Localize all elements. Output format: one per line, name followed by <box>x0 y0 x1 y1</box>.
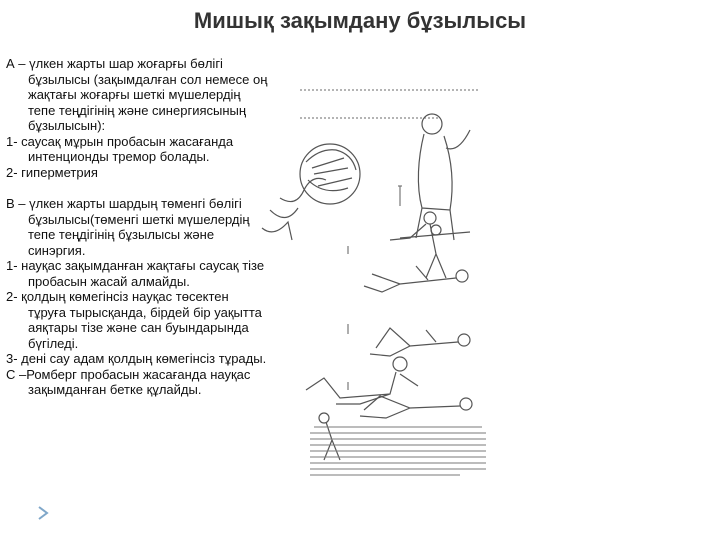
line-b-7: тұруға тырысқанда, бірдей бір уақытта <box>28 304 262 320</box>
figure-caption-texture <box>310 424 486 484</box>
line-b-8: аяқтары тізе және сан буындарында <box>28 320 249 335</box>
section-gap <box>6 180 336 196</box>
slide-title: Мишық зақымдану бұзылысы <box>193 8 527 33</box>
body-text <box>6 56 336 398</box>
section-b <box>6 196 336 398</box>
line-b-6: 2- қолдың көмегінсіз науқас төсектен <box>6 289 229 304</box>
line-a-0: А – үлкен жарты шар жоғарғы бөлігі <box>6 56 223 71</box>
line-b-11: С –Ромберг пробасын жасағанда науқас <box>6 366 251 382</box>
line-b-4: 1- науқас зақымданған жақтағы саусақ тізе <box>6 258 265 273</box>
line-b-10: 3- дені сау адам қолдың көмегінсіз тұрады. <box>6 351 267 366</box>
line-b-0: В – үлкен жарты шардың төменгі бөлігі <box>6 196 242 211</box>
line-b-9: бүгіледі. <box>28 335 79 351</box>
line-a-3: тепе теңдігінің және синергиясының <box>28 102 247 118</box>
line-b-12: зақымданған бетке құлайды. <box>28 382 202 397</box>
line-b-2: тепе теңдігінің бұзылысы және <box>28 227 215 242</box>
section-a <box>6 56 336 180</box>
line-a-5: 1- саусақ мұрын пробасын жасағанда <box>6 133 234 149</box>
line-a-1: бұзылысы (зақымдалған сол немесе оң <box>28 71 268 87</box>
line-b-5: пробасын жасай алмайды. <box>28 273 190 289</box>
line-a-7: 2- гиперметрия <box>6 164 98 180</box>
slide-nav-arrow-icon[interactable] <box>36 505 50 521</box>
line-a-6: интенционды тремор болады. <box>28 149 210 164</box>
line-a-4: бұзылысын): <box>28 118 106 133</box>
line-a-2: жақтағы жоғарғы шеткі мүшелердің <box>28 87 241 102</box>
line-b-3: синэргия. <box>28 242 86 258</box>
line-b-1: бұзылысы(төменгі шеткі мүшелердің <box>28 211 250 227</box>
